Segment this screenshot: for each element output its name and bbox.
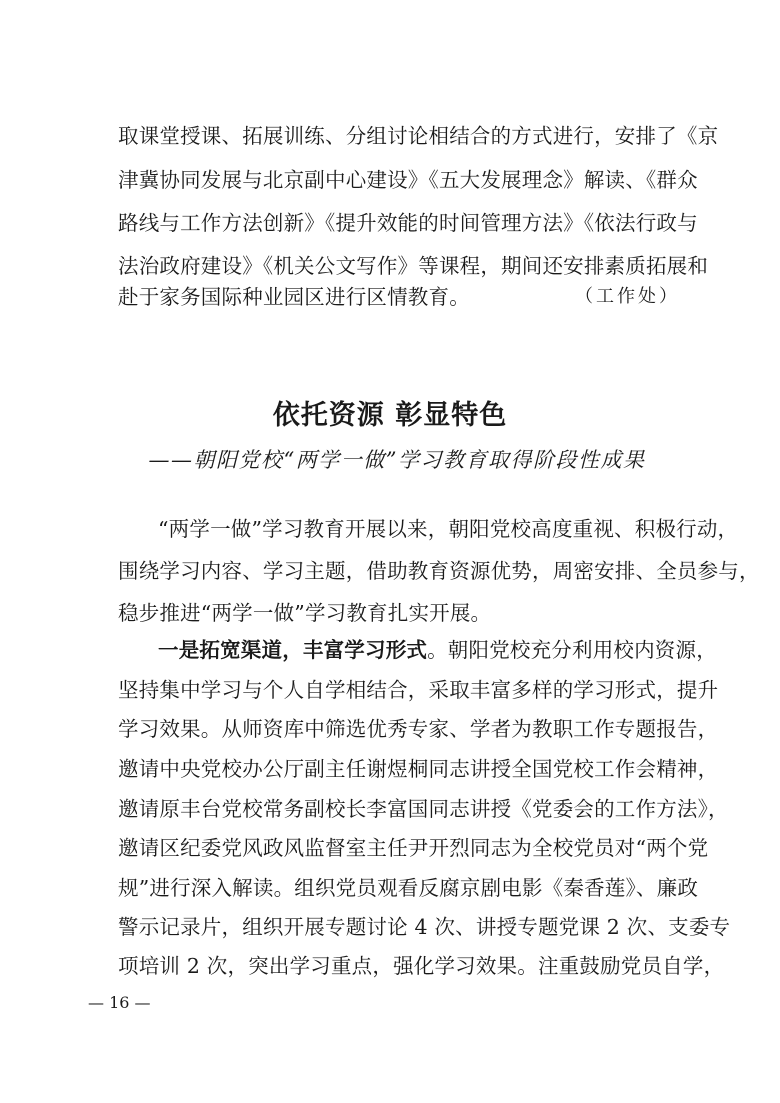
text-line: “两学一做”学习教育开展以来，朝阳党校高度重视、积极行动，	[158, 517, 739, 541]
text-line: 路线与工作方法创新》《提升效能的时间管理方法》《依法行政与	[118, 211, 698, 235]
text-line: 津冀协同发展与北京副中心建设》《五大发展理念》解读、《群众	[118, 168, 698, 192]
text-line: 邀请原丰台党校常务副校长李富国同志讲授《党委会的工作方法》，	[118, 797, 729, 821]
text-line: 法治政府建设》《机关公文写作》等课程，期间还安排素质拓展和	[118, 254, 709, 278]
text-line: 规”进行深入解读。组织党员观看反腐京剧电影《秦香莲》、廉政	[118, 876, 699, 900]
article-subtitle: ——朝阳党校“两学一做”学习教育取得阶段性成果	[148, 448, 646, 472]
text-line: 学习效果。从师资库中筛选优秀专家、学者为教职工作专题报告，	[118, 717, 719, 741]
text-line: 稳步推进“两学一做”学习教育扎实开展。	[118, 601, 492, 625]
paragraph-2-first-line	[158, 636, 717, 664]
section-lead-heading: 一是拓宽渠道，丰富学习形式	[158, 638, 428, 662]
text-line: 警示记录片，组织开展专题讨论 4 次、讲授专题党课 2 次、支委专	[118, 915, 731, 939]
text-line: 取课堂授课、拓展训练、分组讨论相结合的方式进行，安排了《京	[118, 124, 719, 148]
text-span: 。朝阳党校充分利用校内资源，	[427, 638, 717, 662]
page-number: — 16 —	[88, 993, 151, 1012]
text-line: 赴于家务国际种业园区进行区情教育。	[118, 285, 470, 309]
article-title: 依托资源 彰显特色	[272, 400, 508, 431]
text-line: 围绕学习内容、学习主题，借助教育资源优势，周密安排、全员参与，	[118, 559, 760, 583]
text-line: 邀请中央党校办公厅副主任谢煜桐同志讲授全国党校工作会精神，	[118, 757, 719, 781]
text-line: 坚持集中学习与个人自学相结合，采取丰富多样的学习形式，提升	[118, 678, 719, 702]
text-line: 邀请区纪委党风政风监督室主任尹开烈同志为全校党员对“两个党	[118, 836, 709, 860]
author-signoff: （工作处）	[575, 286, 680, 307]
text-line: 项培训 2 次，突出学习重点，强化学习效果。注重鼓励党员自学，	[118, 954, 725, 978]
